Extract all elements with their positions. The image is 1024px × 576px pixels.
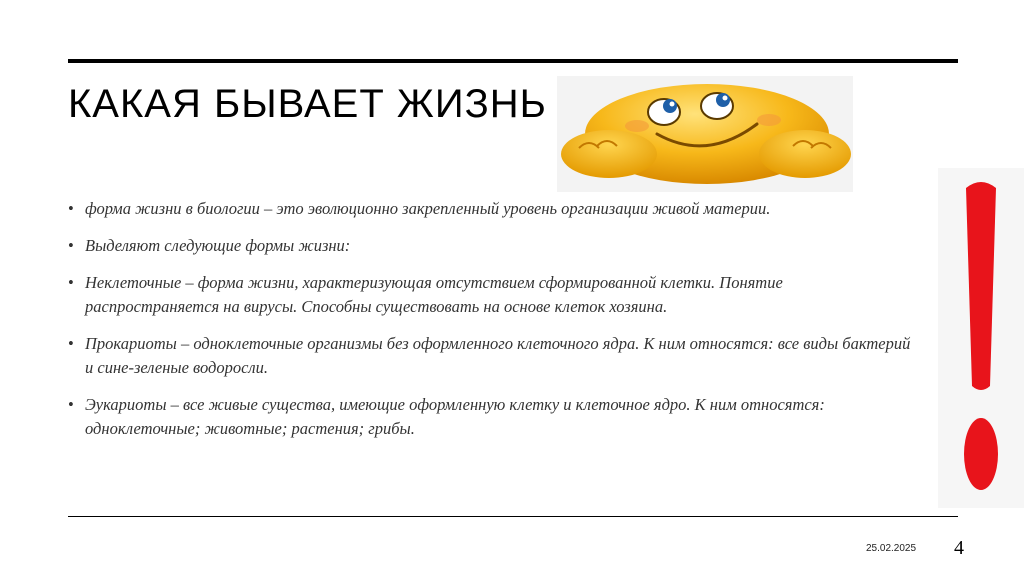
list-item — [68, 332, 918, 380]
slide-date: 25.02.2025 — [866, 543, 917, 554]
list-item — [68, 271, 918, 319]
bullet-text: форма жизни в биологии – это эволюционно закрепленный уровень организации живой материи. — [85, 199, 771, 218]
list-item — [68, 234, 918, 258]
bullet-marker: • — [68, 236, 74, 255]
bullet-marker: • — [68, 395, 74, 414]
list-item — [68, 393, 918, 441]
list-item — [68, 197, 918, 221]
bullet-text: Прокариоты – одноклеточные организмы без оформленного клеточного ядра. К ним относятся: все виды бактерий и сине-зеленые водоросли. — [85, 334, 911, 377]
bullet-marker: • — [68, 273, 74, 292]
bullet-text: Эукариоты – все живые существа, имеющие оформленную клетку и клеточное ядро. К ним относятся: одноклеточные; животные; растения; грибы. — [85, 395, 825, 438]
slide-title: КАКАЯ БЫВАЕТ ЖИЗНЬ — [68, 82, 547, 126]
bottom-divider — [68, 516, 958, 517]
exclamation-mark-icon — [938, 168, 1024, 508]
smiling-emoji-icon — [557, 76, 853, 192]
bullet-text: Неклеточные – форма жизни, характеризующая отсутствием сформированной клетки. Понятие распространяется на вирусы. Способны существовать на основе клеток хозяина. — [85, 273, 783, 316]
bullet-marker: • — [68, 199, 74, 218]
emoji-image — [557, 76, 853, 192]
bullet-marker: • — [68, 334, 74, 353]
bullet-text: Выделяют следующие формы жизни: — [85, 236, 351, 255]
top-divider — [68, 59, 958, 63]
bullet-list — [68, 197, 918, 454]
page-number: 4 — [954, 537, 964, 559]
exclamation-image — [938, 168, 1024, 508]
